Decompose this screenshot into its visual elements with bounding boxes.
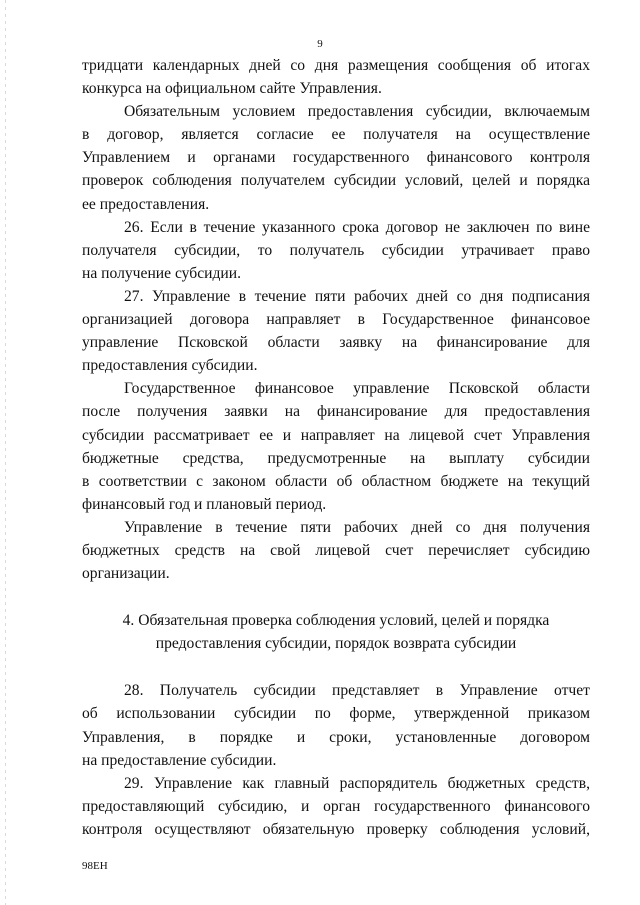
text-line: предоставления субсидии. xyxy=(82,357,258,375)
text-line: контроля осуществляют обязательную проверку соблюдения условий, xyxy=(82,820,590,838)
text-line: ее предоставления. xyxy=(82,195,210,213)
text-line: на получение субсидии. xyxy=(82,264,241,282)
scan-edge xyxy=(5,0,6,905)
paragraph-item-26 xyxy=(82,216,590,285)
text-line: бюджетные средства, предусмотренные на выплату субсидии xyxy=(82,449,590,467)
text-line: субсидии рассматривает ее и направляет на лицевой счет Управления xyxy=(82,426,590,444)
text-line: предоставляющий субсидию, и орган государственного финансового xyxy=(82,797,590,815)
text-line: Управления, в порядке и сроки, установленные договором xyxy=(82,728,590,746)
paragraph-transfer xyxy=(82,516,590,585)
heading-line: предоставления субсидии, порядок возврата субсидии xyxy=(155,635,517,653)
paragraph-item-28 xyxy=(82,679,590,771)
text-line: организации. xyxy=(82,565,170,583)
document-body xyxy=(82,54,590,841)
paragraph-item-27 xyxy=(82,285,590,377)
text-line: 27. Управление в течение пяти рабочих дней со дня подписания xyxy=(124,287,590,305)
text-line: тридцати календарных дней со дня размещения сообщения об итогах xyxy=(82,57,590,74)
section-heading xyxy=(82,609,590,655)
text-line: бюджетных средств на свой лицевой счет перечисляет субсидию xyxy=(82,541,590,559)
heading-line: 4. Обязательная проверка соблюдения условий, целей и порядка xyxy=(122,612,550,630)
text-line: в соответствии с законом области об областном бюджете на текущий xyxy=(82,472,590,490)
text-line: управление Псковской области заявку на финансирование для xyxy=(82,334,590,352)
text-line: проверок соблюдения получателем субсидии условий, целей и порядка xyxy=(82,172,590,190)
paragraph-continuation xyxy=(82,54,590,100)
paragraph-item-29 xyxy=(82,772,590,841)
text-line: Управление в течение пяти рабочих дней со дня получения xyxy=(124,518,590,536)
text-line: 26. Если в течение указанного срока договор не заключен по вине xyxy=(124,218,590,236)
text-line: 28. Получатель субсидии представляет в Управление отчет xyxy=(124,682,590,700)
paragraph-condition xyxy=(82,100,590,215)
text-line: в договор, является согласие ее получателя на осуществление xyxy=(82,126,590,144)
text-line: получателя субсидии, то получатель субсидии утрачивает право xyxy=(82,241,590,259)
text-line: на предоставление субсидии. xyxy=(82,751,277,769)
text-line: Управлением и органами государственного финансового контроля xyxy=(82,149,590,167)
text-line: 29. Управление как главный распорядитель бюджетных средств, xyxy=(124,774,590,792)
text-line: Государственное финансовое управление Псковской области xyxy=(124,380,590,398)
text-line: Обязательным условием предоставления субсидии, включаемым xyxy=(124,103,590,121)
text-line: после получения заявки на финансирование для предоставления xyxy=(82,403,590,421)
footer-code: 98ЕН xyxy=(82,860,108,872)
text-line: финансовый год и плановый период. xyxy=(82,495,327,513)
page-number: 9 xyxy=(317,38,323,50)
paragraph-finance-department xyxy=(82,377,590,516)
text-line: об использовании субсидии по форме, утвержденной приказом xyxy=(82,705,590,723)
text-line: конкурса на официальном сайте Управления. xyxy=(82,80,382,98)
text-line: организацией договора направляет в Государственное финансовое xyxy=(82,311,590,329)
